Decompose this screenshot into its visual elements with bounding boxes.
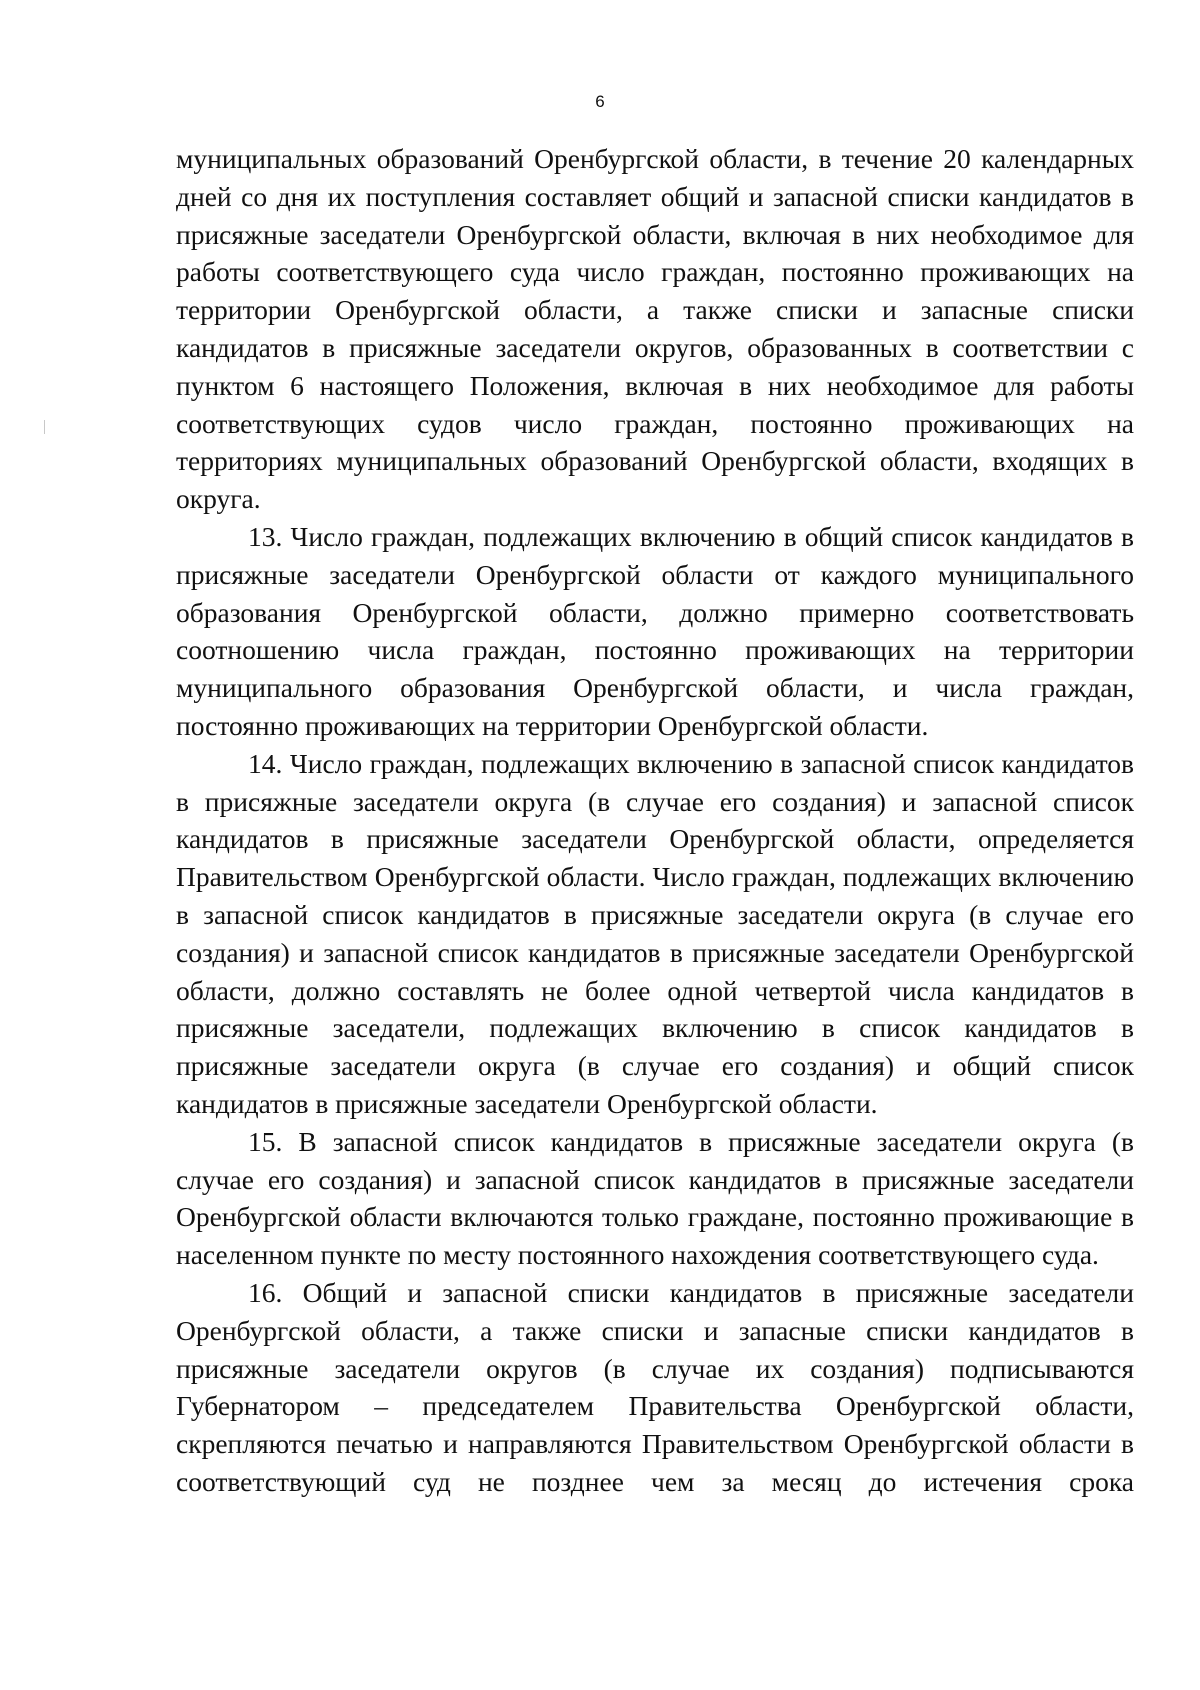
paragraph-16: 16. Общий и запасной списки кандидатов в присяжные заседатели Оренбургской области, а также списки и запасные списки кандидатов в присяжные заседатели округов (в случае их создания) подписываются Губернатором – председателем Правительства Оренбургской области, скрепляются печатью и направляются Правительством Оренбургской области в соответствующий суд не позднее чем за месяц до истечения срока (176, 1276, 1134, 1497)
page-number: 6 (595, 92, 605, 111)
paragraph-14: 14. Число граждан, подлежащих включению в запасной список кандидатов в присяжные заседатели округа (в случае его создания) и запасной список кандидатов в присяжные заседатели Оренбургской области, определяется Правительством Оренбургской области. Число граждан, подлежащих включению в запасной список кандидатов в присяжные заседатели округа (в случае его создания) и запасной список кандидатов в присяжные заседатели Оренбургской области, должно составлять не более одной четвертой числа кандидатов в присяжные заседатели, подлежащих включению в список кандидатов в присяжные заседатели округа (в случае его создания) и общий список кандидатов в присяжные заседатели Оренбургской области. (176, 747, 1134, 1119)
paragraph-12-continued: муниципальных образований Оренбургской области, в течение 20 календарных дней со дня их поступления составляет общий и запасной списки кандидатов в присяжные заседатели Оренбургской области, включая в них необходимое для работы соответствующего суда число граждан, постоянно проживающих на территории Оренбургской области, а также списки и запасные списки кандидатов в присяжные заседатели округов, образованных в соответствии с пунктом 6 настоящего Положения, включая в них необходимое для работы соответствующих судов число граждан, постоянно проживающих на территориях муниципальных образований Оренбургской области, входящих в округа. (176, 143, 1134, 515)
paragraph-15: 15. В запасной список кандидатов в присяжные заседатели округа (в случае его создания) и запасной список кандидатов в присяжные заседатели Оренбургской области включаются только граждане, постоянно проживающие в населенном пункте по месту постоянного нахождения соответствующего суда. (176, 1125, 1134, 1271)
paragraph-13: 13. Число граждан, подлежащих включению в общий список кандидатов в присяжные заседатели Оренбургской области от каждого муниципального образования Оренбургской области, должно примерно соответствовать соотношению числа граждан, постоянно проживающих на территории муниципального образования Оренбургской области, и числа граждан, постоянно проживающих на территории Оренбургской области. (176, 520, 1134, 741)
document-body (176, 140, 1134, 1501)
scan-margin-mark (44, 420, 45, 434)
